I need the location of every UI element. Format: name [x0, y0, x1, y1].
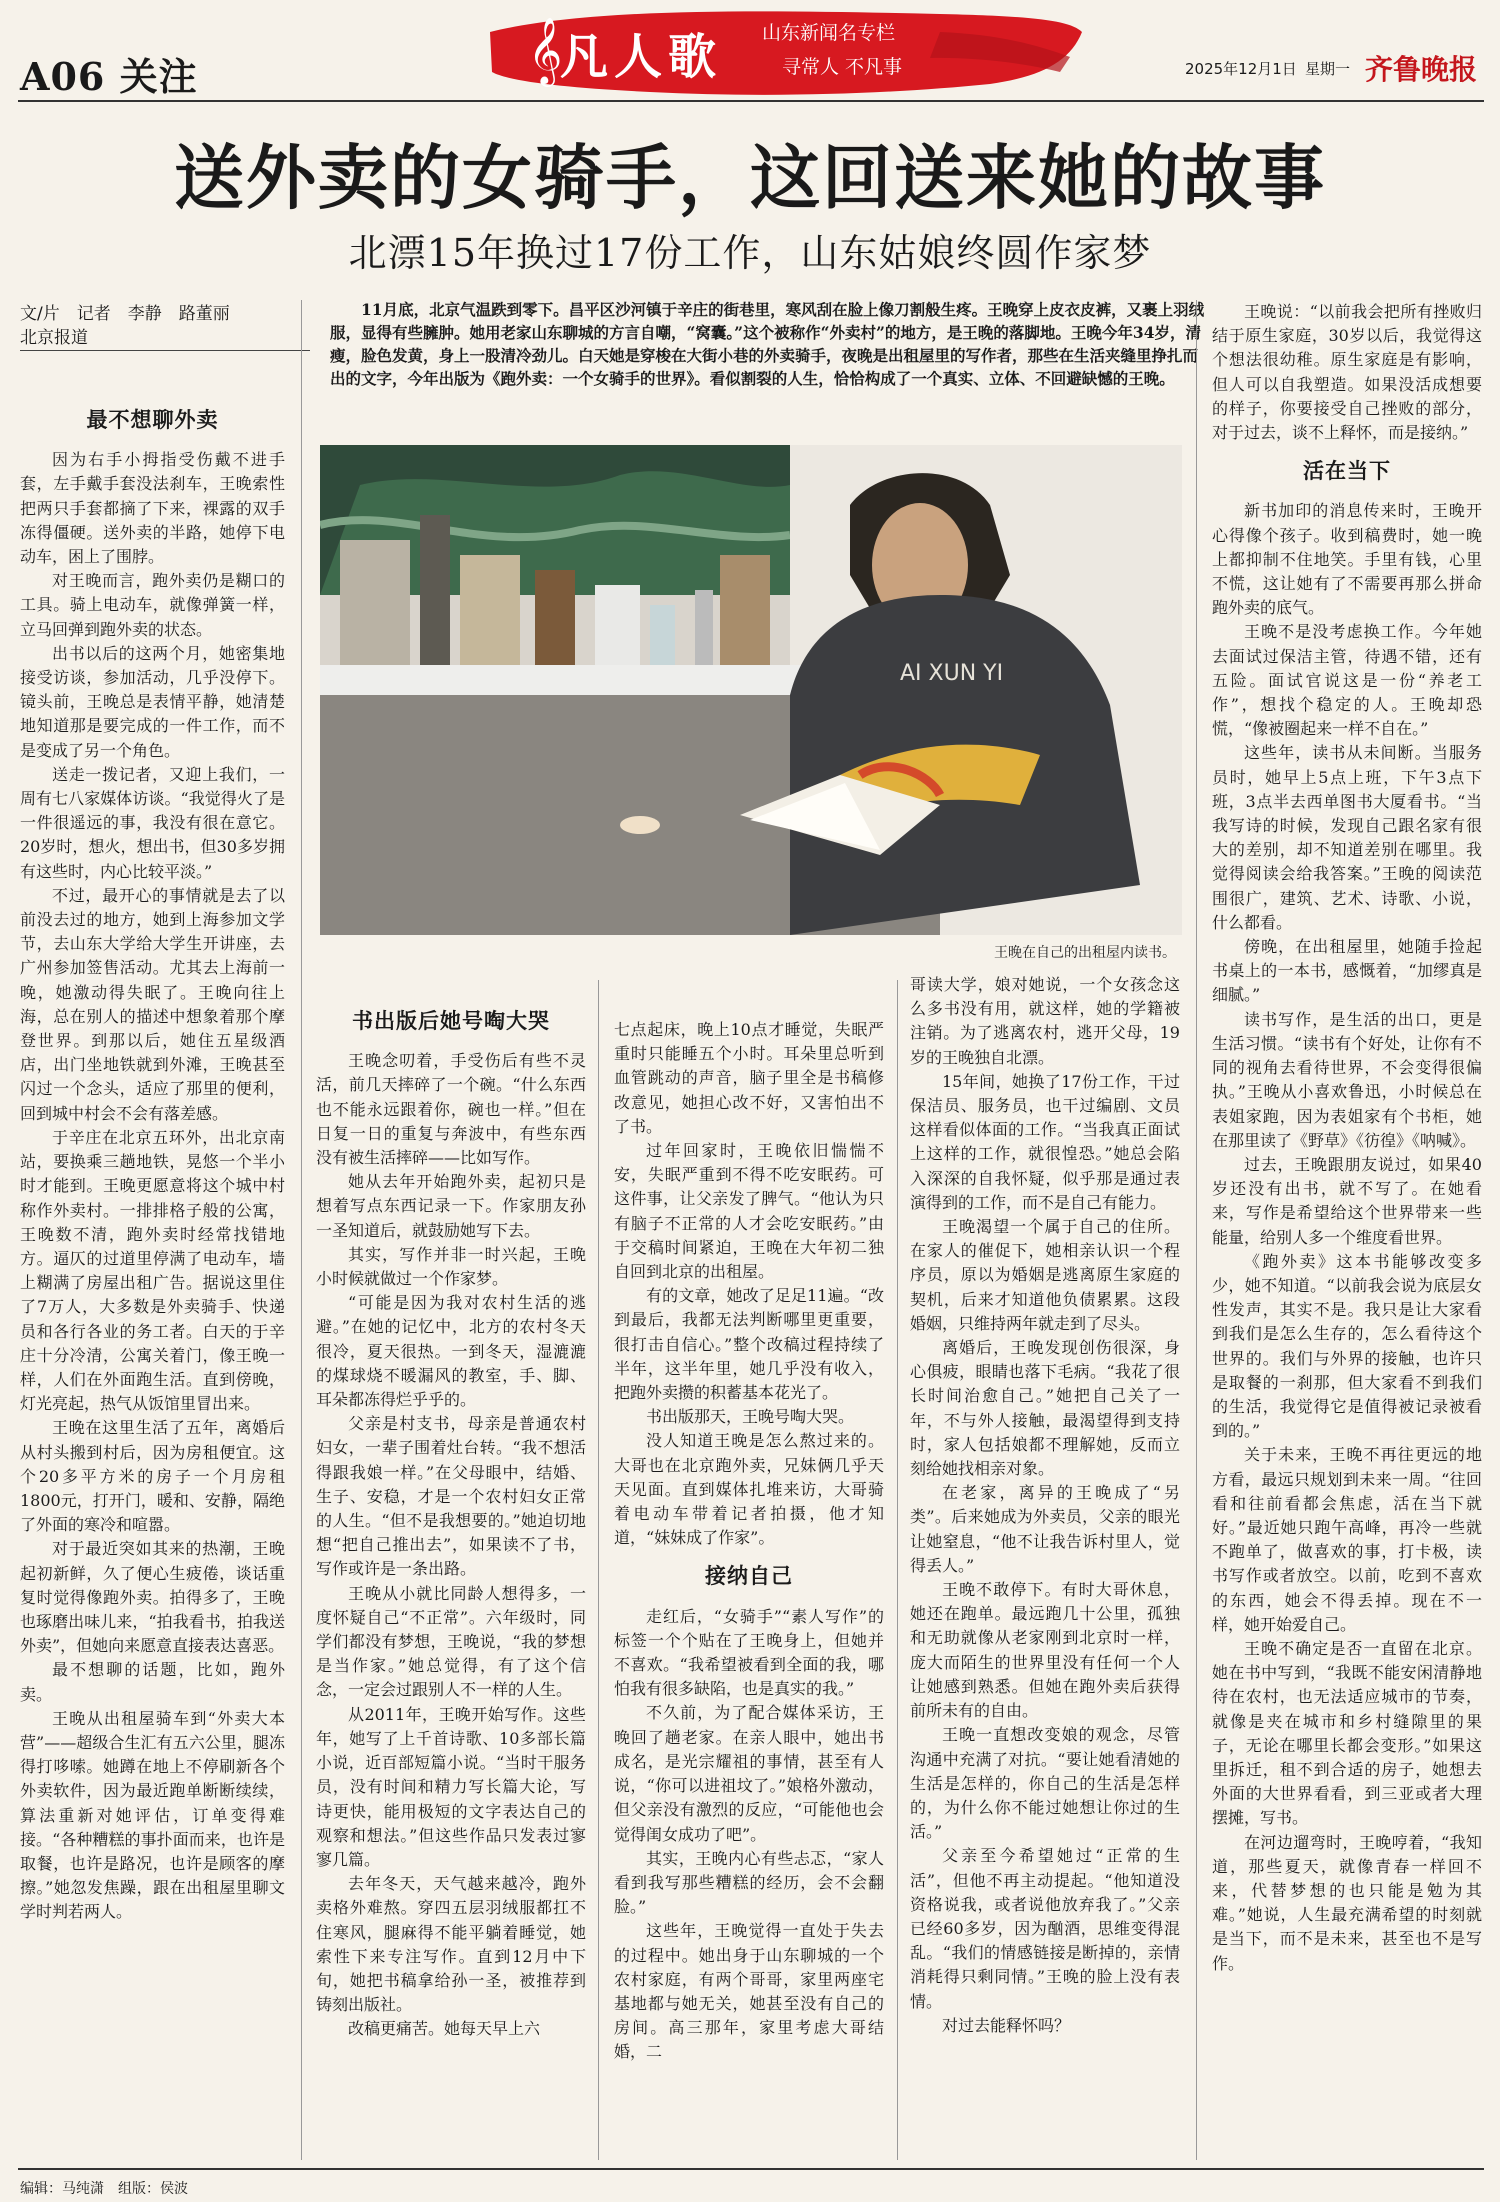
- article-column-1: [20, 394, 285, 1925]
- paragraph: 出书以后的这两个月，她密集地接受访谈，参加活动，几乎没停下。镜头前，王晚总是表情平静，她清楚地知道那是要完成的一件工作，而不是变成了另一个角色。: [20, 643, 285, 760]
- paragraph: 哥读大学，娘对她说，一个女孩念这么多书没有用，就这样，她的学籍被注销。为了逃离农村，逃开父母，19岁的王晚独自北漂。: [910, 975, 1180, 1067]
- column-divider: [1196, 300, 1197, 2160]
- paragraph: 王晚念叨着，手受伤后有些不灵活，前几天摔碎了一个碗。“什么东西也不能永远跟着你，碗也一样。”但在日复一日的重复与奔波中，有些东西没有被生活摔碎——比如写作。: [316, 1051, 586, 1168]
- paragraph: 王晚说：“以前我会把所有挫败归结于原生家庭，30岁以后，我觉得这个想法很幼稚。原生家庭是有影响，但人可以自我塑造。如果没活成想要的样子，你要接受自己挫败的部分，对于过去，谈不上释怀，而是接纳。”: [1212, 302, 1482, 443]
- paragraph: 不过，最开心的事情就是去了以前没去过的地方，她到上海参加文学节，去山东大学给大学生开讲座，去广州参加签售活动。尤其去上海前一晚，她激动得失眠了。王晚向往上海，总在别人的描述中想象着那个摩登世界。到那以后，她住五星级酒店，出门坐地铁就到外滩，王晚甚至闪过一个念头，适应了那里的便利，回到城中村会不会有落差感。: [20, 885, 285, 1123]
- paragraph: 15年间，她换了17份工作，干过保洁员、服务员，也干过编剧、文员这样看似体面的工作。“当我真正面试上这样的工作，就很惶恐。”她总会陷入深深的自我怀疑，似乎那是通过表演得到的工作，而不是自己有能力。: [910, 1071, 1180, 1212]
- paragraph: 过去，王晚跟朋友说过，如果40岁还没有出书，就不写了。在她看来，写作是希望给这个世界带来一些能量，给别人多一个维度看世界。: [1212, 1154, 1482, 1247]
- paragraph: 最不想聊的话题，比如，跑外卖。: [20, 1660, 285, 1704]
- page-number: A06: [20, 54, 106, 99]
- paragraph: 去年冬天，天气越来越冷，跑外卖格外难熬。穿四五层羽绒服都扛不住寒风，腿麻得不能平躺着睡觉，她索性下来专注写作。直到12月中下旬，她把书稿拿给孙一圣，被推荐到铸刻出版社。: [316, 1874, 586, 2015]
- brand-subtitle-2: 寻常人 不凡事: [782, 56, 903, 78]
- paragraph: “可能是因为我对农村生活的逃避。”在她的记忆中，北方的农村冬天很冷，夏天很热。一到冬天，湿漉漉的煤球烧不暖漏风的教室，手、脚、耳朵都冻得烂乎乎的。: [316, 1293, 586, 1410]
- article-column-2: [316, 995, 586, 2042]
- article-photo: [320, 445, 1182, 935]
- paragraph: 走红后，“女骑手”“素人写作”的标签一个个贴在了王晚身上，但她并不喜欢。“我希望被看到全面的我，哪怕我有很多缺陷，也是真实的我。”: [614, 1606, 884, 1699]
- byline: [20, 302, 310, 350]
- paragraph: 送走一拨记者，又迎上我们，一周有七八家媒体访谈。“我觉得火了是一件很遥远的事，我没有很在意它。20岁时，想火，想出书，但30多岁拥有这些时，内心比较平淡。”: [20, 764, 285, 881]
- treble-clef-icon: 𝄞: [528, 16, 563, 84]
- paragraph: 在河边遛弯时，王晚哼着，“我知道，那些夏天，就像青春一样回不来，代替梦想的也只能是勉为其难。”她说，人生最充满希望的时刻就是当下，而不是未来，甚至也不是写作。: [1212, 1832, 1482, 1973]
- byline-authors: 文/片 记者 李静 路董丽: [20, 304, 230, 324]
- section-heading: 接纳自己: [705, 1563, 793, 1589]
- paragraph: 王晚不敢停下。有时大哥休息，她还在跑单。最远跑几十公里，孤独和无助就像从老家刚到北京时一样，庞大而陌生的世界里没有任何一个人让她感到熟悉。但她在跑外卖后获得前所未有的自由。: [910, 1580, 1180, 1721]
- paragraph: 王晚不是没考虑换工作。今年她去面试过保洁主管，待遇不错，还有五险。面试官说这是一份“养老工作”，想找个稳定的人。王晚却恐慌，“像被圈起来一样不自在。”: [1212, 622, 1482, 739]
- paragraph: 书出版那天，王晚号啕大哭。: [646, 1407, 855, 1427]
- column-divider: [598, 980, 599, 2160]
- paragraph: 《跑外卖》这本书能够改变多少，她不知道。“以前我会说为底层女性发声，其实不是。我只是让大家看到我们是怎么生存的，怎么看待这个世界的。我们与外界的接触，也许只是取餐的一刹那，但大家看不到我们的生活，我觉得它是值得被记录被看到的。”: [1212, 1251, 1482, 1441]
- paragraph: 对于最近突如其来的热潮，王晚起初新鲜，久了便心生疲倦，谈话重复时觉得像跑外卖。拍得多了，王晚也琢磨出味儿来，“拍我看书，拍我送外卖”，但她向来愿意直接表达喜恶。: [20, 1539, 285, 1656]
- paragraph: 因为右手小拇指受伤戴不进手套，左手戴手套没法刹车，王晚索性把两只手套都摘了下来，裸露的双手冻得僵硬。送外卖的半路，她停下电动车，困上了围脖。: [20, 450, 285, 567]
- paragraph: 她从去年开始跑外卖，起初只是想着写点东西记录一下。作家朋友孙一圣知道后，就鼓励她写下去。: [316, 1172, 586, 1240]
- paragraph: 这些年，读书从未间断。当服务员时，她早上5点上班，下午3点下班，3点半去西单图书大厦看书。“当我写诗的时候，发现自己跟名家有很大的差别，却不知道差别在哪里。我觉得阅读会给我答案。”王晚的阅读范围很广，建筑、艺术、诗歌、小说，什么都看。: [1212, 743, 1482, 932]
- masthead-rule: [18, 100, 1484, 102]
- paragraph: 于辛庄在北京五环外，出北京南站，要换乘三趟地铁，晃悠一个半小时才能到。王晚更愿意将这个城中村称作外卖村。一排排格子般的公寓，王晚数不清，跑外卖时经常找错地方。逼仄的过道里停满了电动车，墙上糊满了房屋出租广告。据说这里住了7万人，大多数是外卖骑手、快递员和各行各业的务工者。白天的于辛庄十分冷清，公寓关着门，像王晚一样，人们在外面跑生活。直到傍晚，灯光亮起，热气从饭馆里冒出来。: [20, 1127, 285, 1414]
- paragraph: 有的文章，她改了足足11遍。“改到最后，我都无法判断哪里更重要，很打击自信心。”整个改稿过程持续了半年，这半年里，她几乎没有收入，把跑外卖攒的积蓄基本花光了。: [614, 1286, 884, 1403]
- byline-rule: [20, 350, 310, 351]
- paragraph: 其实，写作并非一时兴起，王晚小时候就做过一个作家梦。: [316, 1244, 586, 1289]
- lead-text: 11月底，北京气温跌到零下。昌平区沙河镇于辛庄的街巷里，寒风刮在脸上像刀割般生疼。王晚穿上皮衣皮裤，又裹上羽绒服，显得有些臃肿。她用老家山东聊城的方言自嘲，“窝囊。”这个被称作“外卖村”的地方，是王晚的落脚地。王晚今年34岁，清瘦，脸色发黄，身上一股清冷劲儿。白天她是穿梭在大街小巷的外卖骑手，夜晚是出租屋里的写作者，那些在生活夹缝里挣扎而出的文字，今年出版为《跑外卖：一个女骑手的世界》。看似割裂的人生，恰恰构成了一个真实、立体、不回避缺憾的王晚。: [330, 300, 1205, 388]
- section-heading: 最不想聊外卖: [86, 407, 219, 432]
- paragraph: 从2011年，王晚开始写作。这些年，她写了上千首诗歌、10多部长篇小说，近百部短篇小说。“当时干服务员，没有时间和精力写长篇大论，写诗更快，能用极短的文字表达自己的观察和想法。”但这些作品只发表过寥寥几篇。: [316, 1704, 586, 1869]
- article-column-4: [910, 973, 1180, 2038]
- paragraph: 新书加印的消息传来时，王晚开心得像个孩子。收到稿费时，她一晚上都抑制不住地笑。手里有钱，心里不慌，这让她有了不需要再那么拼命跑外卖的底气。: [1212, 501, 1482, 618]
- paragraph: 这些年，王晚觉得一直处于失去的过程中。她出身于山东聊城的一个农村家庭，有两个哥哥，家里两座宅基地都与她无关，她甚至没有自己的房间。高三那年，家里考虑大哥结婚，二: [614, 1921, 884, 2062]
- paragraph: 其实，王晚内心有些忐忑，“家人看到我写那些糟糕的经历，会不会翻脸。”: [614, 1848, 884, 1917]
- paragraph: 没人知道王晚是怎么熬过来的。大哥也在北京跑外卖，兄妹俩几乎天天见面。直到媒体扎堆来访，大哥骑着电动车带着记者拍摄，他才知道，“妹妹成了作家”。: [614, 1431, 884, 1548]
- paragraph: 父亲是村支书，母亲是普通农村妇女，一辈子围着灶台转。“我不想活得跟我娘一样。”在父母眼中，结婚、生子、安稳，才是一个农村妇女正常的人生。“但不是我想要的。”她迫切地想“把自己推出去”，如果读不了书，写作或许是一条出路。: [316, 1414, 586, 1579]
- page-section-label: [20, 46, 198, 101]
- issue-weekday: 星期一: [1305, 60, 1351, 78]
- paragraph: 过年回家时，王晚依旧惴惴不安，失眠严重到不得不吃安眠药。可这件事，让父亲发了脾气。“他认为只有脑子不正常的人才会吃安眠药。”由于交稿时间紧迫，王晚在大年初二独自回到北京的出租屋。: [614, 1141, 884, 1282]
- paragraph: 七点起床，晚上10点才睡觉，失眠严重时只能睡五个小时。耳朵里总听到血管跳动的声音，脑子里全是书稿修改意见，她担心改不好，又害怕出不了书。: [614, 1020, 884, 1136]
- paragraph: 王晚从出租屋骑车到“外卖大本营”——超级合生汇有五六公里，腿冻得打哆嗦。她蹲在地上不停刷新各个外卖软件，因为最近跑单断断续续，算法重新对她评估，订单变得难接。“各种糟糕的事扑面而来，也许是取餐，也许是路况，也许是顾客的摩擦。”她忽发焦躁，跟在出租屋里聊文学时判若两人。: [20, 1708, 285, 1922]
- paragraph: 改稿更痛苦。她每天早上六: [348, 2019, 541, 2039]
- paragraph: 父亲至今希望她过“正常的生活”，但他不再主动提起。“他知道没资格说我，或者说他放弃我了。”父亲已经60多岁，因为酗酒，思维变得混乱。“我们的情感链接是断掉的，亲情消耗得只剩同情。”王晚的脸上没有表情。: [910, 1846, 1180, 2011]
- paragraph: 不久前，为了配合媒体采访，王晚回了趟老家。在亲人眼中，她出书成名，是光宗耀祖的事情，甚至有人说，“你可以进祖坟了。”娘格外激动，但父亲没有激烈的反应，“可能他也会觉得闺女成功了吧”。: [614, 1703, 884, 1844]
- brand-title: 凡人歌: [560, 29, 723, 85]
- editor-credit: 编辑：马纯潇 组版：侯波: [20, 2181, 188, 2197]
- headline: 送外卖的女骑手，这回送来她的故事: [174, 136, 1326, 219]
- paragraph: 王晚从小就比同龄人想得多，一度怀疑自己“不正常”。六年级时，同学们都没有梦想，王晚说，“我的梦想是当作家。”她总觉得，有了这个信念，一定会过跟别人不一样的人生。: [316, 1583, 586, 1700]
- article-column-5: [1212, 300, 1482, 1976]
- paragraph: 读书写作，是生活的出口，更是生活习惯。“读书有个好处，让你有不同的视角去看待世界，不会变得很偏执。”王晚从小喜欢鲁迅，小时候总在表姐家跑，因为表姐家有个书柜，她在那里读了《野草》《彷徨》《呐喊》。: [1212, 1009, 1482, 1150]
- paragraph: 对王晚而言，跑外卖仍是糊口的工具。骑上电动车，就像弹簧一样，立马回弹到跑外卖的状态。: [20, 571, 285, 639]
- paragraph: 王晚不确定是否一直留在北京。她在书中写到，“我既不能安闲清静地待在农村，也无法适应城市的节奏，就像是夹在城市和乡村缝隙里的果子，无论在哪里长都会变形。”如果这里拆迁，租不到合适的房子，她想去外面的大世界看看，到三亚或者大理摆摊，写书。: [1212, 1638, 1482, 1828]
- paragraph: 王晚渴望一个属于自己的住所。在家人的催促下，她相亲认识一个程序员，原以为婚姻是逃离原生家庭的契机，后来才知道他负债累累。这段婚姻，只维持两年就走到了尽头。: [910, 1217, 1180, 1333]
- paragraph: 傍晚，在出租屋里，她随手捡起书桌上的一本书，感慨着，“加缪真是细腻。”: [1212, 937, 1482, 1005]
- section-heading: 书出版后她号啕大哭: [352, 1008, 550, 1033]
- paragraph: 王晚在这里生活了五年，离婚后从村头搬到村后，因为房租便宜。这个20多平方米的房子一个月房租1800元，打开门，暖和、安静，隔绝了外面的寒冷和喧嚣。: [20, 1418, 285, 1535]
- subheadline: 北漂15年换过17份工作，山东姑娘终圆作家梦: [348, 231, 1152, 275]
- footer-rule: [18, 2168, 1484, 2170]
- article-column-3: [614, 1018, 884, 2065]
- paragraph: 离婚后，王晚发现创伤很深，身心俱疲，眼睛也落下毛病。“我花了很长时间治愈自己。”她把自己关了一年，不与外人接触，最渴望得到支持时，家人包括娘都不理解她，反而立刻给她找相亲对象。: [910, 1338, 1180, 1479]
- column-divider: [897, 980, 898, 2160]
- column-divider: [301, 300, 302, 2160]
- section-heading: 活在当下: [1303, 458, 1391, 484]
- issue-date: 2025年12月1日: [1185, 60, 1297, 78]
- paragraph: 对过去能释怀吗？: [942, 2015, 1071, 2035]
- byline-location: 北京报道: [20, 328, 88, 348]
- paragraph: 王晚一直想改变娘的观念，尽管沟通中充满了对抗。“要让她看清她的生活是怎样的，你自己的生活是怎样的，为什么你不能过她想让你过的生活。”: [910, 1725, 1180, 1842]
- brand-subtitle-1: 山东新闻名专栏: [762, 22, 896, 44]
- sweater-text: AI XUN YI: [900, 661, 1004, 686]
- lead-paragraph: [330, 298, 1210, 390]
- paragraph: 在老家，离异的王晚成了“另类”。后来她成为外卖员，父亲的眼光让她窒息，“他不让我告诉村里人，觉得丢人。”: [910, 1483, 1180, 1575]
- newspaper-name: 齐鲁晚报: [1365, 53, 1478, 86]
- paragraph: 关于未来，王晚不再往更远的地方看，最远只规划到未来一周。“往回看和往前看都会焦虑，活在当下就好。”最近她只跑午高峰，再冷一些就不跑单了，做喜欢的事，打卡极，读书写作或者放空。以前，吃到不喜欢的东西，她会不得丢掉。现在不一样，她开始爱自己。: [1212, 1445, 1482, 1634]
- photo-caption: 王晚在自己的出租屋内读书。: [994, 945, 1176, 961]
- section-name: 关注: [119, 54, 198, 99]
